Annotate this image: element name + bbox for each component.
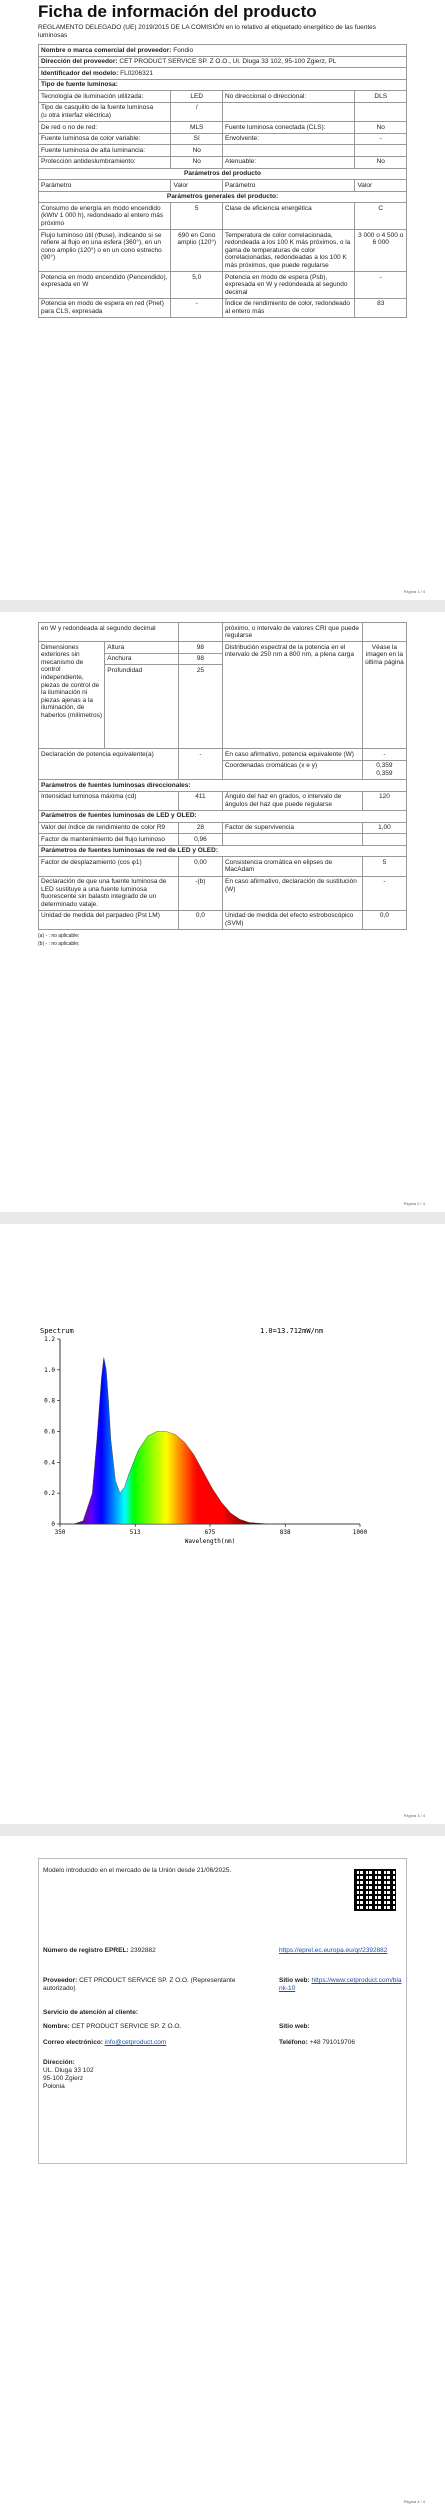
phone-number: +48 791019706 xyxy=(309,2039,355,2046)
address-line-1: UL. Dluga 33 102 xyxy=(43,2067,94,2074)
page-1 xyxy=(0,0,445,600)
general-cell: 3 000 o 4 500 o 6 000 xyxy=(355,230,407,272)
col-value-1: Valor xyxy=(171,180,223,192)
email-label: Correo electrónico: xyxy=(43,2039,103,2046)
type-cell xyxy=(355,102,407,121)
type-rows xyxy=(39,91,407,168)
type-cell: No direccional o direccional: xyxy=(222,91,354,103)
general-row xyxy=(39,272,407,299)
dir-cell: Intensidad luminosa máxima (cd) xyxy=(39,791,179,810)
led-cell xyxy=(362,834,406,846)
y-tick-label: 0.4 xyxy=(44,1459,55,1467)
net-cell: -(b) xyxy=(178,876,222,910)
net-cell: Consistencia cromática en elipses de MacAdam xyxy=(222,857,362,876)
dir-cell: 411 xyxy=(178,791,222,810)
dist-label: Distribución espectral de la potencia en el intervalo de 250 nm a 800 nm, a plena carga xyxy=(222,642,362,749)
type-row xyxy=(39,133,407,145)
note-a: (a) - : no aplicable; xyxy=(38,933,80,940)
page-number: Página 2 / 4 xyxy=(403,1201,425,1206)
provider-label: Proveedor: xyxy=(43,1977,78,1984)
led-cell: 0,96 xyxy=(178,834,222,846)
equiv-r-value: - xyxy=(362,749,406,761)
net-row xyxy=(39,910,407,929)
spectrum-chart xyxy=(0,1224,445,1824)
address-label: Dirección: xyxy=(43,2059,75,2066)
type-cell: DLS xyxy=(355,91,407,103)
led-cell: 28 xyxy=(178,822,222,834)
supplier-name-label: Nombre o marca comercial del proveedor: xyxy=(41,46,172,54)
net-row xyxy=(39,876,407,910)
general-cell: Índice de rendimiento de color, redondeado al entero más xyxy=(222,298,354,317)
supplier-table xyxy=(38,44,407,318)
contact-name: CET PRODUCT SERVICE SP. Z O.O. xyxy=(71,2023,182,2030)
net-rows xyxy=(39,857,407,930)
cont-right: próximo, o intervalo de valores CRI que puede regularse xyxy=(222,623,362,642)
dist-value: Véase la imagen en la última página xyxy=(362,642,406,749)
phone-label: Teléfono: xyxy=(279,2039,308,2046)
contact-name-label: Nombre: xyxy=(43,2023,70,2030)
net-cell: Unidad de medida del parpadeo (Pst LM) xyxy=(39,910,179,929)
x-tick-label: 350 xyxy=(54,1529,66,1536)
led-cell xyxy=(222,834,362,846)
dim-depth: 25 xyxy=(178,665,222,749)
eprel-number: 2392882 xyxy=(130,1947,156,1954)
y-tick-label: 0.6 xyxy=(44,1428,55,1436)
dir-heading: Parámetros de fuentes luminosas direccionales: xyxy=(39,780,407,792)
led-rows xyxy=(39,822,407,845)
note-b: (b) - : no aplicable; xyxy=(38,941,80,948)
type-cell xyxy=(355,145,407,157)
col-param-2: Parámetro xyxy=(222,180,354,192)
type-cell: Fuente luminosa de alta luminancia: xyxy=(39,145,171,157)
net-cell: Unidad de medida del efecto estroboscópico (SVM) xyxy=(222,910,362,929)
type-row xyxy=(39,145,407,157)
type-row xyxy=(39,102,407,121)
x-tick-label: 838 xyxy=(279,1529,291,1536)
general-cell: C xyxy=(355,203,407,230)
page-number: Página 4 / 4 xyxy=(403,2499,425,2504)
page-title: Ficha de información del producto xyxy=(38,2,317,21)
led-row xyxy=(39,834,407,846)
type-cell: No xyxy=(355,122,407,134)
general-cell: 690 en Cono amplio (120°) xyxy=(171,230,223,272)
eprel-label: Número de registro EPREL: xyxy=(43,1947,129,1954)
type-cell: Protección antideslumbramiento: xyxy=(39,156,171,168)
general-cell: Flujo luminoso útil (Φuse), indicando si se refiere al flujo en una esfera (360°), en un cono amplio (120°) o en un cono estrecho (90°) xyxy=(39,230,171,272)
net-cell: 0,0 xyxy=(178,910,222,929)
type-cell: MLS xyxy=(171,122,223,134)
net-cell: 0,00 xyxy=(178,857,222,876)
dim-height-label: Altura xyxy=(105,642,179,654)
led-row xyxy=(39,822,407,834)
type-cell: Tipo de casquillo de la fuente luminosa (u otra interfaz eléctrica) xyxy=(39,102,171,121)
general-cell: - xyxy=(171,298,223,317)
net-cell: - xyxy=(362,876,406,910)
market-intro: Modelo introducido en el mercado de la Unión desde 21/06/2025. xyxy=(43,1867,232,1874)
type-cell: No xyxy=(355,156,407,168)
general-cell: Temperatura de color correlacionada, redondeada a los 100 K más próximos, o la gama de temperaturas de color correlacionadas, redondeadas a los 100 K más próximos, que puede regularse xyxy=(222,230,354,272)
net-heading: Parámetros de fuentes luminosas de red de LED y OLED: xyxy=(39,845,407,857)
web2-label: Sitio web: xyxy=(279,2023,310,2030)
dir-rows xyxy=(39,791,407,810)
chart-title: Spectrum xyxy=(40,1327,74,1335)
eprel-link[interactable]: https://eprel.ec.europa.eu/qr/2392882 xyxy=(279,1947,388,1954)
type-cell: Fuente luminosa de color variable: xyxy=(39,133,171,145)
type-cell: Fuente luminosa conectada (CLS): xyxy=(222,122,354,134)
web-label: Sitio web: xyxy=(279,1977,310,1984)
equiv-label: Declaración de potencia equivalente(a) xyxy=(39,749,179,780)
coord-value: 0,359 0,359 xyxy=(362,760,406,779)
type-cell xyxy=(222,102,354,121)
type-cell: De red o no de red: xyxy=(39,122,171,134)
address-line-2: 95-100 Zgierz xyxy=(43,2075,84,2082)
page-2 xyxy=(0,612,445,1212)
web-link[interactable]: https://www.cetproduct.com/blank-10 xyxy=(279,1977,402,1992)
supplier-addr-label: Dirección del proveedor: xyxy=(41,58,118,66)
net-cell: En caso afirmativo, declaración de sustitución (W) xyxy=(222,876,362,910)
general-rows xyxy=(39,203,407,318)
dims-label: Dimensiones exteriores sin mecanismo de control independiente, piezas de control de la iluminación ni piezas ajenas a la iluminación, de haberlos (milímetros) xyxy=(39,642,105,749)
general-cell: Clase de eficiencia energética xyxy=(222,203,354,230)
y-tick-label: 1.2 xyxy=(44,1336,55,1343)
page-number: Página 3 / 4 xyxy=(403,1813,425,1818)
page-subtitle: REGLAMENTO DELEGADO (UE) 2019/2015 DE LA COMISIÓN en lo relativo al etiquetado energético de las fuentes luminosas xyxy=(38,24,377,39)
chart-annotation: 1.0=13.712mW/nm xyxy=(260,1327,324,1335)
dir-cell: 120 xyxy=(362,791,406,810)
equiv-value: - xyxy=(178,749,222,780)
y-tick-label: 0.2 xyxy=(44,1490,55,1498)
dim-depth-label: Profundidad xyxy=(105,665,179,749)
general-row xyxy=(39,230,407,272)
general-cell: Potencia en modo de espera en red (Pnet) para CLS, expresada xyxy=(39,298,171,317)
dim-width: 98 xyxy=(178,653,222,665)
email-link[interactable]: info@cetproduct.com xyxy=(104,2039,167,2046)
dim-height: 98 xyxy=(178,642,222,654)
led-cell: Factor de mantenimiento del flujo luminoso xyxy=(39,834,179,846)
net-cell: Factor de desplazamiento (cos φ1) xyxy=(39,857,179,876)
general-row xyxy=(39,298,407,317)
y-tick-label: 1.0 xyxy=(44,1366,55,1374)
x-tick-label: 675 xyxy=(204,1529,216,1536)
general-cell: - xyxy=(355,272,407,299)
net-cell: Declaración de que una fuente luminosa de LED sustituye a una fuente luminosa fluorescente sin balasto integrado de un determinado vataje. xyxy=(39,876,179,910)
col-param-1: Parámetro xyxy=(39,180,171,192)
cont-left: en W y redondeada al segundo decimal xyxy=(39,623,179,642)
general-cell: 5,0 xyxy=(171,272,223,299)
general-cell: Consumo de energía en modo encendido (kWh/ 1 000 h), redondeado al entero más próximo xyxy=(39,203,171,230)
service-heading: Servicio de atención al cliente: xyxy=(43,2009,139,2016)
dir-row xyxy=(39,791,407,810)
type-cell: No xyxy=(171,156,223,168)
net-cell: 5 xyxy=(362,857,406,876)
y-tick-label: 0.8 xyxy=(44,1397,55,1405)
type-cell: / xyxy=(171,102,223,121)
general-cell: Potencia en modo de espera (Psb), expresada en W y redondeada al segundo decimal xyxy=(222,272,354,299)
address-line-3: Polonia xyxy=(43,2083,65,2090)
col-value-2: Valor xyxy=(355,180,407,192)
general-heading: Parámetros generales del producto: xyxy=(39,191,407,203)
model-label: Identificador del modelo: xyxy=(41,69,119,77)
params-table-cont xyxy=(38,622,407,930)
type-cell xyxy=(222,145,354,157)
type-cell: - xyxy=(355,133,407,145)
model-id: FL0206321 xyxy=(120,69,153,77)
page-4 xyxy=(0,1836,445,2510)
supplier-addr: CET PRODUCT SERVICE SP. Z O.O., Ul. Dluga 33 102, 95-100 Zgierz, PL xyxy=(119,58,337,66)
type-cell: Envolvente: xyxy=(222,133,354,145)
general-row xyxy=(39,203,407,230)
dir-cell: Ángulo del haz en grados, o intervalo de ángulos del haz que puede regularse xyxy=(222,791,362,810)
net-cell: 0,0 xyxy=(362,910,406,929)
page-number: Página 1 / 4 xyxy=(403,589,425,594)
type-cell: Tecnología de iluminación utilizada: xyxy=(39,91,171,103)
equiv-r-label: En caso afirmativo, potencia equivalente (W) xyxy=(222,749,362,761)
x-axis-label: Wavelength(nm) xyxy=(184,1538,236,1545)
type-cell: Atenuable: xyxy=(222,156,354,168)
x-tick-label: 1000 xyxy=(352,1529,368,1536)
type-cell: LED xyxy=(171,91,223,103)
general-cell: 83 xyxy=(355,298,407,317)
supplier-name: Fondio xyxy=(173,46,194,54)
type-cell: No xyxy=(171,145,223,157)
spectrum-area xyxy=(74,1358,268,1525)
type-row xyxy=(39,156,407,168)
type-cell: Sí xyxy=(171,133,223,145)
led-cell: 1,00 xyxy=(362,822,406,834)
led-cell: Factor de supervivencia xyxy=(222,822,362,834)
type-heading: Tipo de fuente luminosa: xyxy=(39,79,407,91)
dim-width-label: Anchura xyxy=(105,653,179,665)
x-tick-label: 513 xyxy=(129,1529,141,1536)
led-heading: Parámetros de fuentes luminosas de LED y OLED: xyxy=(39,810,407,822)
type-row xyxy=(39,91,407,103)
general-cell: 5 xyxy=(171,203,223,230)
net-row xyxy=(39,857,407,876)
qr-code-icon xyxy=(354,1869,396,1911)
general-cell: Potencia en modo encendido (Pencendido), expresada en W xyxy=(39,272,171,299)
params-heading: Parámetros del producto xyxy=(39,168,407,180)
page-3 xyxy=(0,1224,445,1824)
led-cell: Valor del índice de rendimiento de color R9 xyxy=(39,822,179,834)
coord-label: Coordenadas cromáticas (x e y) xyxy=(222,760,362,779)
type-row xyxy=(39,122,407,134)
y-tick-label: 0 xyxy=(51,1521,55,1528)
provider-name: CET PRODUCT SERVICE SP. Z O.O. (Representante autorizado) xyxy=(43,1977,236,1992)
